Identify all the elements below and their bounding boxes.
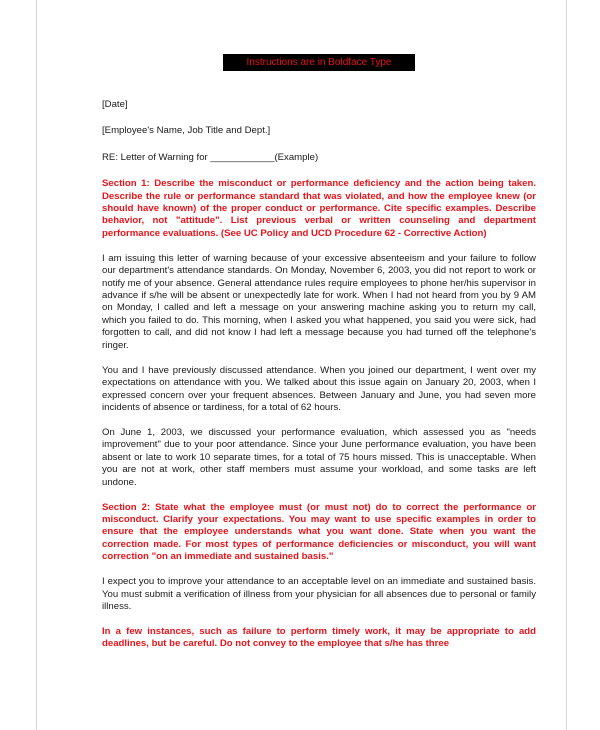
- paragraph-previous-discussion: You and I have previously discussed attendance. When you joined our department, I went over my expectations on attendance with you. We talked about this issue again on January 20, 2003, when I expressed concern over your frequent absences. Between January and June, you had seven more incidents of absence or tardiness, for a total of 62 hours.: [102, 364, 536, 413]
- re-line: RE: Letter of Warning for ____________(Example): [102, 151, 319, 163]
- section-2-instructions: Section 2: State what the employee must (or must not) do to correct the performance or misconduct. Clarify your expectations. You may want to use specific examples in order to ensure that the employee understands what you want done. State when you want the correction made. For most types of performance deficiencies or misconduct, you will want correction "on an immediate and sustained basis.": [102, 501, 536, 563]
- paragraph-expectations: I expect you to improve your attendance to an acceptable level on an immediate and sustained basis. You must submit a verification of illness from your physician for all absences due to personal or family illness.: [102, 576, 536, 612]
- employee-line: [Employee's Name, Job Title and Dept.]: [102, 125, 271, 137]
- paragraph-absenteeism: I am issuing this letter of warning because of your excessive absenteeism and your failure to follow our department's attendance standards. On Monday, November 6, 2003, you did not report to work or notify me of your absence. General attendance rules require employees to phone her/his supervisor in advance if s/he will be absent or unexpectedly late for work. When I had not heard from you by 9 AM on Monday, I called and left a message on your answering machine asking you to return my call, which you failed to do. This morning, when I asked you what happened, you said you were sick, had forgotten to call, and did not know I had left a message because you had turned off the telephone's ringer.: [102, 252, 536, 351]
- page-left-edge: [36, 0, 37, 730]
- letter-body: [102, 99, 536, 663]
- paragraph-performance-evaluation: On June 1, 2003, we discussed your performance evaluation, which assessed you as "needs improvement" due to your poor attendance. Since your June performance evaluation, you have been absent or late to work 10 separate times, for a total of 75 hours missed. This is unacceptable. When you are not at work, other staff members must assume your workload, and some tasks are left undone.: [102, 426, 536, 488]
- page-right-edge: [566, 0, 567, 730]
- date-line: [Date]: [102, 99, 128, 110]
- section-3-instructions: In a few instances, such as failure to perform timely work, it may be appropriate to add deadlines, but be careful. Do not convey to the employee that s/he has three: [102, 625, 536, 650]
- section-1-instructions: Section 1: Describe the misconduct or performance deficiency and the action being taken. Describe the rule or performance standard that was violated, and how the employee knew (or should have known) of the proper conduct or performance. Cite specific examples. Describe behavior, not "attitude". List previous verbal or written counseling and department performance evaluations. (See UC Policy and UCD Procedure 62 - Corrective Action): [102, 178, 536, 239]
- instructions-banner: Instructions are in Boldface Type: [223, 54, 415, 71]
